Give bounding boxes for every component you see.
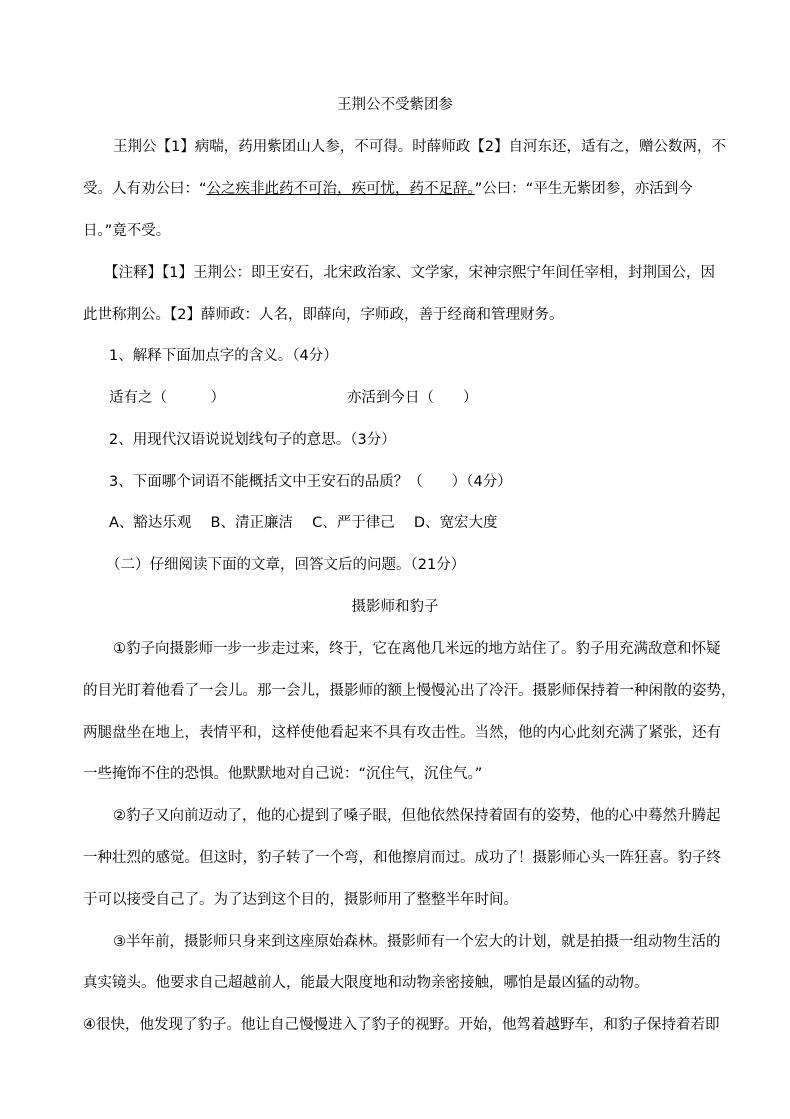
article-paragraph-line: ①豹子向摄影师一步一步走过来，终于，它在离他几米远的地方站住了。豹子用充满敌意和怀疑 [113,641,721,657]
article-paragraph-line: 两腿盘坐在地上，表情平和，这样使他看起来不具有攻击性。当然，他的内心此刻充满了紧张，还有 [83,725,721,741]
story1-title: 王荆公不受紫团参 [337,97,453,113]
article-paragraph-line: 真实镜头。他要求自己超越前人，能最大限度地和动物亲密接触，哪怕是最凶猛的动物。 [83,975,649,991]
story1-paragraph-line: 日。”竟不受。 [83,223,171,239]
question-1-item-b: 亦活到今日（ ） [347,390,478,406]
question-3-options: A、豁达乐观 B、清正廉洁 C、严于律己 D、宽宏大度 [109,515,498,531]
article-paragraph-line: 一些掩饰不住的恐惧。他默默地对自己说：“沉住气，沉住气。” [83,766,483,782]
article-paragraph-line: 一种壮烈的感觉。但这时，豹子转了一个弯，和他擦肩而过。成功了！摄影师心头一阵狂喜。豹子终 [83,850,721,866]
question-3: 3、下面哪个词语不能概括文中王安石的品质？（ ）（4分） [109,474,512,490]
annotation-line: 【注释】【1】王荆公：即王安石，北宋政治家、文学家，宋神宗熙宁年间任宰相，封荆国公，因 [104,265,715,281]
article-title: 摄影师和豹子 [351,599,439,615]
story1-paragraph-line [83,179,693,199]
article-paragraph-line: ④很快，他发现了豹子。他让自己慢慢进入了豹子的视野。开始，他驾着越野车，和豹子保持着若即 [83,1017,720,1033]
article-paragraph-line: 于可以接受自己了。为了达到这个目的，摄影师用了整整半年时间。 [83,892,518,908]
story1-paragraph-line: 王荆公【1】病喘，药用紫团山人参，不可得。时薛师政【2】自河东还，适有之，赠公数两，不 [113,139,726,155]
story1-text: 受。人有劝公曰：“ [83,181,207,197]
annotation-line: 此世称荆公。【2】薛师政：人名，即薛向，字师政，善于经商和管理财务。 [83,307,564,323]
question-1: 1、解释下面加点字的含义。（4分） [109,348,338,364]
story1-text: ”公曰：“平生无紫团参，亦活到今 [474,181,693,197]
underlined-sentence: 公之疾非此药不可治，疾可忧，药不足辞。 [206,181,475,197]
question-2: 2、用现代汉语说说划线句子的意思。（3分） [109,432,396,448]
article-paragraph-line: ②豹子又向前迈动了，他的心提到了嗓子眼，但他依然保持着固有的姿势，他的心中蓦然升腾起 [113,808,721,824]
question-1-item-a: 适有之（ ） [109,390,225,406]
article-paragraph-line: ③半年前，摄影师只身来到这座原始森林。摄影师有一个宏大的计划，就是拍摄一组动物生活的 [113,934,721,950]
article-paragraph-line: 的目光盯着他看了一会儿。那一会儿，摄影师的额上慢慢沁出了冷汗。摄影师保持着一种闲散的姿势， [83,683,736,699]
section-2-heading: （二）仔细阅读下面的文章，回答文后的问题。（21分） [106,557,466,573]
